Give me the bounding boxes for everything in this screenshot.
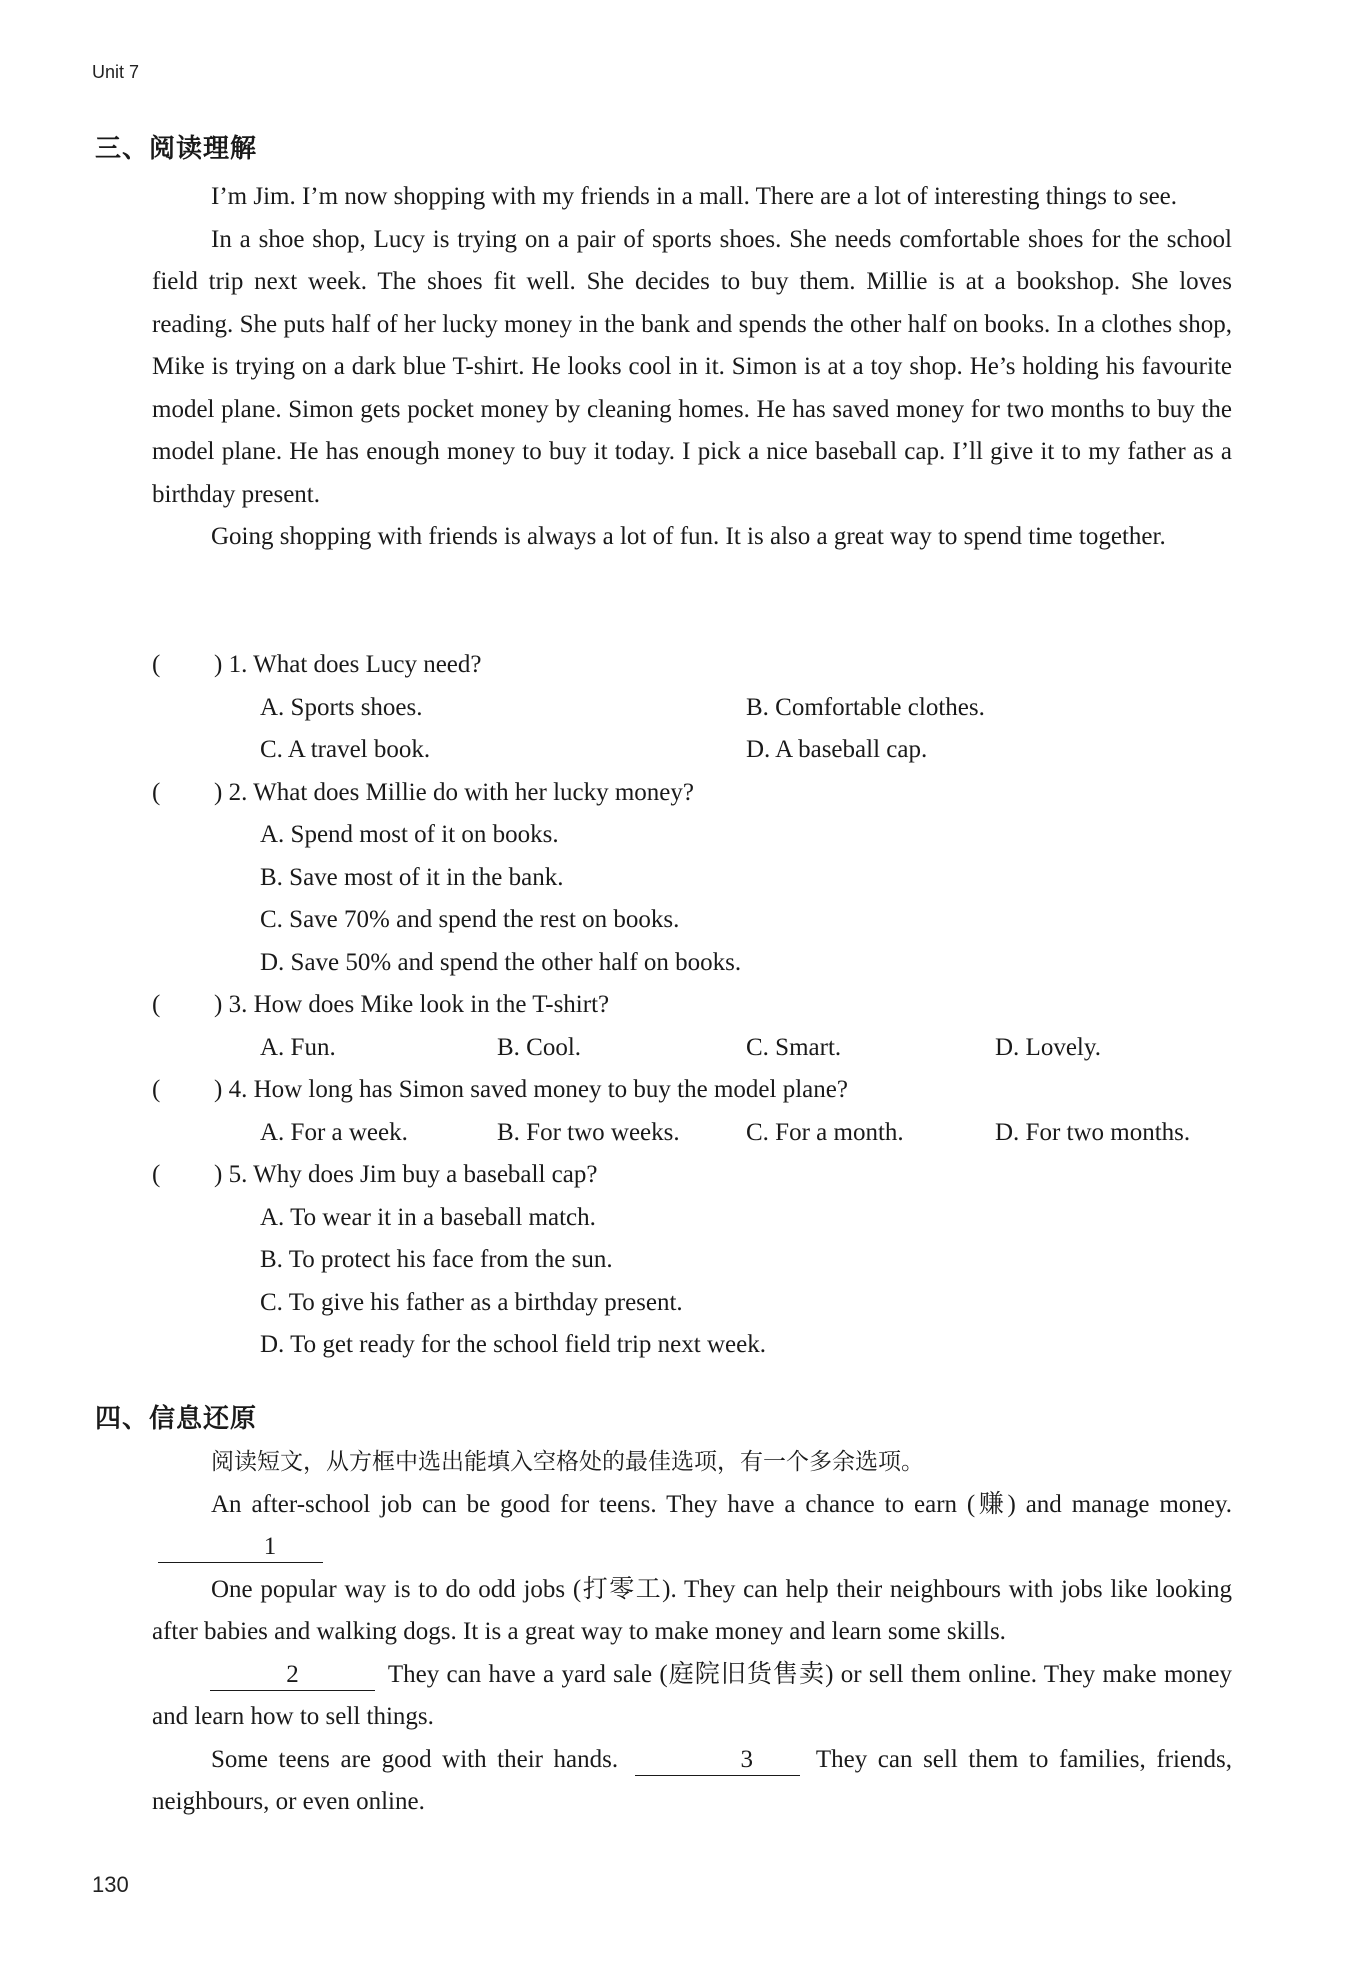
answer-blank-1[interactable]: 1 — [158, 1532, 323, 1563]
option-row — [152, 687, 1232, 730]
question-5 — [152, 1154, 1232, 1197]
passage-paragraph: I’m Jim. I’m now shopping with my friends in a mall. There are a lot of interesting things to see. — [211, 183, 1178, 210]
info-restore-passage — [152, 1441, 1232, 1824]
option-b: B. Comfortable clothes. — [746, 693, 985, 721]
option-b: B. To protect his face from the sun. — [260, 1246, 613, 1273]
option-a: A. To wear it in a baseball match. — [260, 1203, 596, 1231]
instruction-text: 阅读短文，从方框中选出能填入空格处的最佳选项，有一个多余选项。 — [211, 1449, 924, 1475]
passage-paragraph: Going shopping with friends is always a lot of fun. It is also a great way to spend time together. — [211, 523, 1166, 550]
page-number: 130 — [92, 1872, 129, 1897]
option-c: C. For a month. — [746, 1118, 904, 1146]
option-a: A. Spend most of it on books. — [260, 821, 559, 848]
option-b: B. For two weeks. — [497, 1118, 680, 1146]
question-4 — [152, 1069, 1232, 1112]
option-a: A. For a week. — [260, 1118, 408, 1146]
question-text: 1. What does Lucy need? — [228, 651, 482, 678]
option-d: D. Save 50% and spend the other half on books. — [260, 948, 742, 976]
option-row — [152, 729, 1232, 772]
question-3 — [152, 984, 1232, 1027]
section-heading-reading: 三、阅读理解 — [95, 134, 258, 164]
answer-paren-open[interactable]: ( — [152, 991, 161, 1018]
option-c: C. Smart. — [746, 1033, 842, 1061]
answer-paren-close: ) — [214, 991, 223, 1018]
answer-blank-3[interactable]: 3 — [635, 1745, 800, 1776]
section-heading-info-restore: 四、信息还原 — [95, 1404, 258, 1434]
passage-paragraph: In a shoe shop, Lucy is trying on a pair of sports shoes. She needs comfortable shoes for the school field trip next week. The shoes fit well. She decides to buy them. Millie is at a bookshop. She loves reading. She puts half of her lucky money in the bank and spends the other half on books. In a clothes shop, Mike is trying on a dark blue T-shirt. He looks cool in it. Simon is at a toy shop. He’s holding his favourite model plane. Simon gets pocket money by cleaning homes. He has saved money for two months to buy the model plane. He has enough money to buy it today. I pick a nice baseball cap. I’ll give it to my father as a birthday present. — [152, 225, 1232, 508]
answer-paren-close: ) — [214, 778, 223, 806]
option-d: D. A baseball cap. — [746, 736, 928, 763]
answer-blank-2[interactable]: 2 — [210, 1660, 375, 1691]
option-d: D. To get ready for the school field trip next week. — [260, 1331, 766, 1358]
option-d: D. For two months. — [995, 1118, 1191, 1146]
option-a: A. Fun. — [260, 1033, 336, 1061]
answer-paren-close: ) — [214, 1076, 223, 1103]
answer-paren-open[interactable]: ( — [152, 1161, 161, 1188]
option-c: C. To give his father as a birthday present. — [260, 1288, 683, 1316]
option-b: B. Cool. — [497, 1033, 582, 1061]
option-b: B. Save most of it in the bank. — [260, 863, 564, 891]
question-text: 4. How long has Simon saved money to buy the model plane? — [228, 1076, 848, 1103]
question-text: 5. Why does Jim buy a baseball cap? — [228, 1161, 598, 1188]
answer-paren-open[interactable]: ( — [152, 778, 161, 806]
passage-paragraph-4: Some teens are good with their hands. 3 They can sell them to families, friends, neighbours, or even online. — [152, 1745, 1232, 1815]
question-list — [152, 644, 1232, 1367]
answer-paren-close: ) — [214, 1161, 223, 1188]
option-row — [152, 1112, 1232, 1155]
answer-paren-close: ) — [214, 651, 223, 678]
unit-header: Unit 7 — [92, 62, 140, 82]
answer-paren-open[interactable]: ( — [152, 1076, 161, 1103]
question-text: 3. How does Mike look in the T-shirt? — [228, 991, 610, 1018]
question-1 — [152, 644, 1232, 687]
option-a: A. Sports shoes. — [260, 693, 423, 721]
question-text: 2. What does Millie do with her lucky money? — [228, 778, 694, 806]
question-2 — [152, 772, 1232, 815]
option-c: C. A travel book. — [260, 736, 431, 763]
option-row — [152, 1027, 1232, 1070]
answer-paren-open[interactable]: ( — [152, 651, 161, 678]
reading-passage — [152, 176, 1232, 559]
passage-paragraph-2: One popular way is to do odd jobs (打零工). They can help their neighbours with jobs like looking after babies and walking dogs. It is a great way to make money and learn some skills. — [152, 1575, 1232, 1645]
passage-paragraph-1: An after-school job can be good for teens. They have a chance to earn (赚) and manage money.1 — [152, 1484, 1232, 1569]
option-c: C. Save 70% and spend the rest on books. — [260, 906, 680, 933]
passage-paragraph-3: 2 They can have a yard sale (庭院旧货售卖) or sell them online. They make money and learn how to sell things. — [152, 1660, 1232, 1730]
option-d: D. Lovely. — [995, 1033, 1101, 1061]
